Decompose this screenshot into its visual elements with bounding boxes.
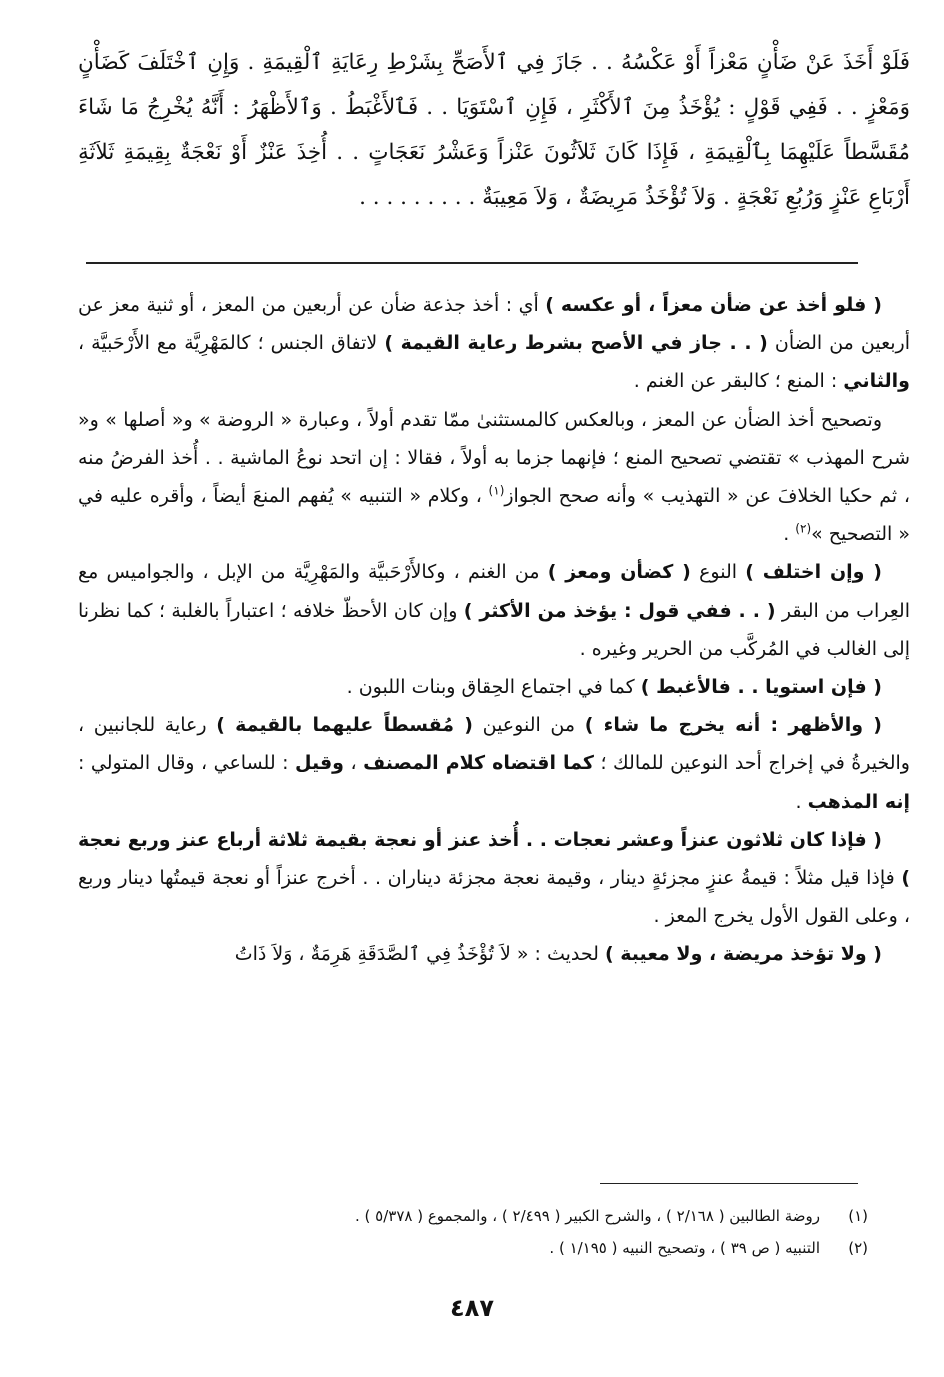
quoted-text: كما اقتضاه كلام المصنف (363, 752, 594, 775)
commentary-text: : للساعي ، وقال المتولي : (78, 752, 296, 775)
commentary-text: . (783, 523, 796, 546)
quoted-text: ( فإذا كان ثلاثون عنزاً وعشر نعجات . . أُخذ عنز أو نعجة بقيمة ثلاثة أرباع عنز وربع نعجة ) (78, 828, 910, 890)
quoted-text: ( والأظهر : أنه يخرج ما شاء ) (584, 714, 882, 737)
footnotes (78, 1200, 868, 1264)
main-text: فَلَوْ أَخَذَ عَنْ ضَأْنٍ مَعْزاً أَوْ عَكْسُهُ . . جَازَ فِي ٱلأَصَحِّ بِشَرْطِ رِعَايَةِ ٱلْقِيمَةِ . وَإِنِ ٱخْتَلَفَ كَضَأْنٍ وَمَعْزٍ . . فَفِي قَوْلٍ : يُؤْخَذُ مِنَ ٱلأَكْثَرِ ، فَإِنِ ٱسْتَوَيَا . . فَٱلأَغْبَطُ . وَٱلأَظْهَرُ : أَنَّهُ يُخْرِجُ مَا شَاءَ مُقَسَّطاً عَلَيْهِمَا بِٱلْقِيمَةِ ، فَإِذَا كَانَ ثَلاَثُونَ عَنْزاً وَعَشْرُ نَعَجَاتٍ . . أُخِذَ عَنْزٌ أَوْ نَعْجَةٌ بِقِيمَةِ ثَلاَثَةِ أَرْبَاعِ عَنْزٍ وَرُبُعِ نَعْجَةٍ . وَلاَ تُؤْخَذُ مَرِيضَةٌ ، وَلاَ مَعِيبَةٌ . . . . . . . . . (78, 50, 910, 210)
footnote (78, 1200, 868, 1232)
commentary-text: من الغنم ، وكالأَرْحَبيَّة والمَهْرِيَّة من الإبل ، والجواميس مع العِراب من البقر (78, 561, 910, 622)
commentary-text: وتصحيح أخذ الضأن عن المعز ، وبالعكس كالمستثنىٰ ممّا تقدم أولاً ، وعبارة « الروضة » و« أصلها » و« شرح المهذب » تقتضي تصحيح المنع ؛ فإنهما جزما به أولاً ، فقالا : إن اتحد نوعُ الماشية . . أُخذ الفرضُ منه ، ثم حكيا الخلافَ عن « التهذيب » وأنه صحح الجواز (78, 408, 910, 508)
quoted-text: والثاني (843, 370, 910, 393)
commentary-paragraph (78, 706, 910, 821)
quoted-text: ( . . ففي قول : يؤخذ من الأكثر ) (463, 599, 776, 622)
commentary-paragraph (78, 821, 910, 936)
commentary-text: رعاية للجانبين ، والخيرةُ في إخراج أحد النوعين للمالك ؛ (78, 714, 910, 775)
quoted-text: إنه المذهب (807, 790, 910, 813)
commentary-paragraph (78, 553, 910, 668)
commentary-paragraph (78, 286, 910, 401)
commentary-text: وإن كان الأحظّ خلافه ؛ اعتباراً بالغلبة ؛ كما نظرنا إلى الغالب في المُركَّب من الحرير وغيره . (78, 599, 910, 660)
commentary (78, 286, 910, 974)
quoted-text: ( وإن اختلف ) (745, 561, 882, 584)
commentary-text: فإذا قيل مثلاً : قيمةُ عنزٍ مجزئةٍ دينار ، وقيمة نعجة مجزئة ديناران . . أخرج عنزاً أو نعجة قيمتُها دينار وربع ، وعلى القول الأول يخرج المعز . (78, 867, 910, 928)
commentary-text: من النوعين (472, 714, 585, 737)
commentary-text: ، (344, 752, 364, 775)
footnote-ref[interactable]: (١) (488, 483, 505, 498)
footnote-text: التنبيه ( ص ٣٩ ) ، وتصحيح النبيه ( ١/١٩٥ ) . (549, 1239, 820, 1257)
footnote-number: (١) (848, 1207, 868, 1225)
commentary-paragraph (78, 935, 910, 973)
commentary-paragraph (78, 668, 910, 706)
commentary-text: لحديث : « لاَ تُؤْخَذُ فِي ٱلصَّدَقَةِ هَرِمَةٌ ، وَلاَ ذَاتُ (234, 943, 605, 966)
separator-line (86, 262, 858, 264)
quoted-text: وقيل (295, 752, 344, 775)
page-number: ٤٨٧ (450, 1294, 494, 1322)
footnote-separator (600, 1183, 858, 1184)
footnote-ref[interactable]: (٢) (795, 521, 812, 536)
footnote-number: (٢) (848, 1239, 868, 1257)
commentary-text: ، وكلام « التنبيه » يُفهم المنعَ أيضاً ، وأقره عليه في « التصحيح » (78, 485, 910, 546)
quoted-text: ( فإن استويا . . فالأغبط ) (640, 676, 882, 699)
quoted-text: ( فلو أخذ عن ضأن معزاً ، أو عكسه ) (545, 294, 882, 316)
quoted-text: ( ولا تؤخذ مريضة ، ولا معيبة ) (604, 943, 882, 966)
quoted-text: ( مُقسطاً عليهما بالقيمة ) (216, 714, 473, 737)
footnote (78, 1232, 868, 1264)
commentary-text: . (795, 790, 808, 813)
commentary-text: أي : أخذ جذعة ضأن عن أربعين من المعز ، أو ثنية معز عن أربعين من الضأن (78, 294, 911, 355)
commentary-text: كما في اجتماع الحِقاق وبنات اللبون . (346, 676, 641, 699)
footnote-text: روضة الطالبين ( ٢/١٦٨ ) ، والشرح الكبير ( ٢/٤٩٩ ) ، والمجموع ( ٥/٣٧٨ ) . (355, 1207, 820, 1225)
quoted-text: ( . . جاز في الأصح بشرط رعاية القيمة ) (384, 332, 768, 355)
commentary-text: لاتفاق الجنس ؛ كالمَهْرِيَّة مع الأَرْحَبيَّة ، (78, 332, 385, 355)
commentary-paragraph (78, 401, 910, 554)
commentary-text: : المنع ؛ كالبقر عن الغنم . (633, 370, 844, 393)
commentary-text: النوع (690, 561, 746, 584)
quoted-text: ( كضأن ومعز ) (547, 561, 691, 584)
